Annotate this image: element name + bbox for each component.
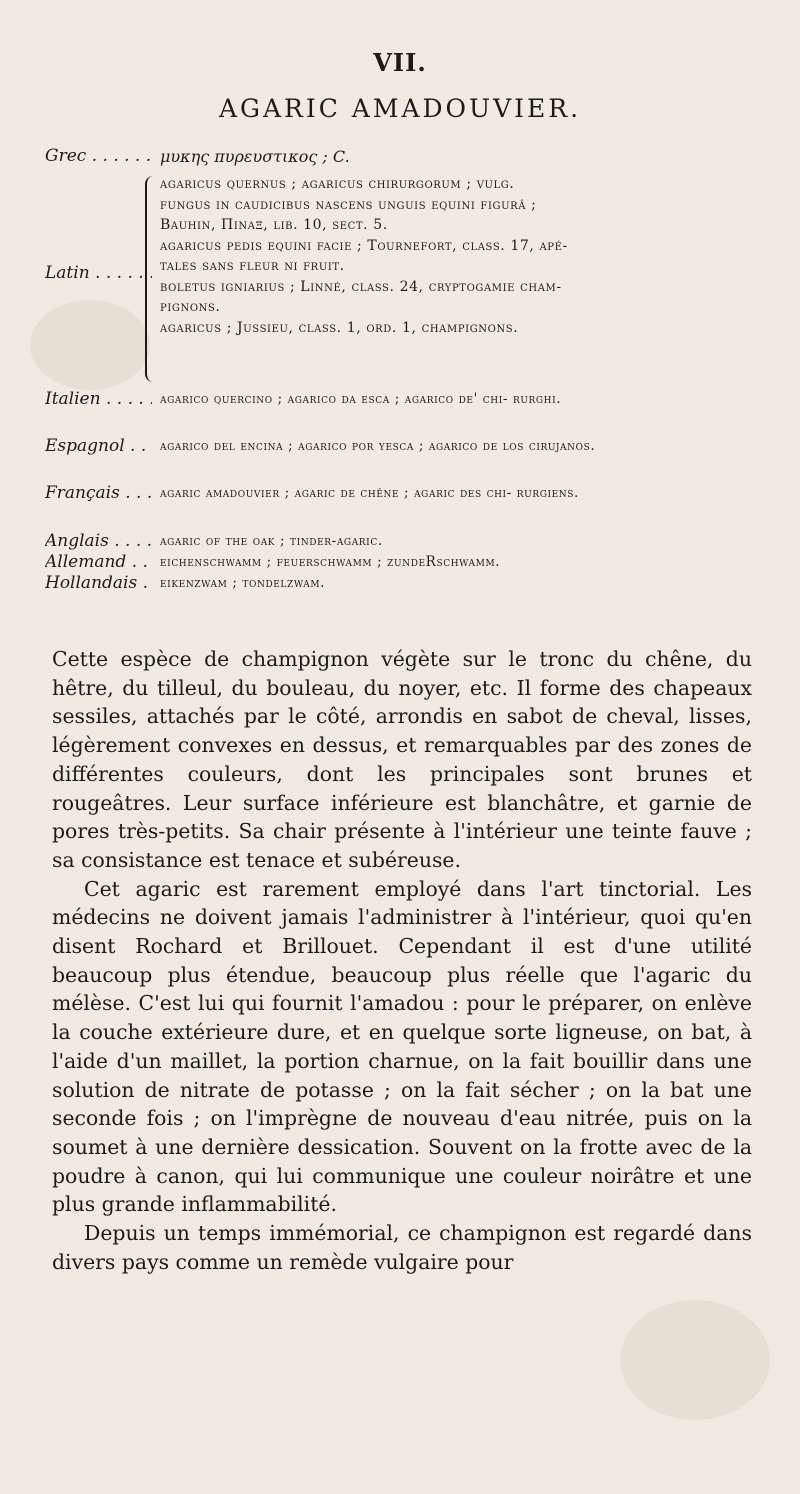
latin-line: tales sans fleur ni fruit. bbox=[160, 258, 345, 274]
latin-line: agaricus pedis equini facie ; Tournefort, class. 17, apé- bbox=[160, 237, 568, 254]
page-number: VII. bbox=[373, 48, 427, 77]
latin-line: Bauhin, Πιναξ, lib. 10, sect. 5. bbox=[160, 217, 388, 233]
synonym-italien: agarico quercino ; agarico da esca ; agarico de' chi- rurghi. bbox=[160, 391, 562, 407]
synonym-espagnol: agarico del encina ; agarico por yesca ; agarico de los cirujanos. bbox=[160, 438, 596, 454]
lang-label-espagnol: Espagnol . . . bbox=[45, 436, 152, 456]
synonym-grec: μυκης πυρευστικος ; C. bbox=[160, 147, 350, 166]
paper-stain bbox=[620, 1300, 770, 1420]
paragraph: Cette espèce de champignon végète sur le tronc du chêne, du hêtre, du tilleul, du bouleau, du noyer, etc. Il forme des chapeaux sessiles, attachés par le côté, arrondis en sabot de cheval, lisses, légèrement convexes en dessus, et remarquables par des zones de différentes couleurs, dont les principales sont brunes et rougeâtres. Leur surface inférieure est blanchâtre, et garnie de pores très-petits. Sa chair présente à l'intérieur une teinte fauve ; sa consistance est tenace et subéreuse. bbox=[52, 647, 752, 872]
synonym-anglais: agaric of the oak ; tinder-agaric. bbox=[160, 533, 383, 549]
body-text bbox=[52, 645, 752, 1276]
latin-line: boletus igniarius ; Linné, class. 24, cryptogamie cham- bbox=[160, 278, 562, 295]
lang-label-grec: Grec . . . bbox=[45, 146, 152, 166]
synonym-hollandais: eikenzwam ; tondelzwam. bbox=[160, 575, 326, 591]
latin-line: pignons. bbox=[160, 299, 221, 315]
paragraph: Depuis un temps immémorial, ce champignon est regardé dans divers pays comme un remède vulgaire pour bbox=[52, 1221, 752, 1274]
lang-label-francais: Français . . . bbox=[45, 483, 152, 503]
lang-label-allemand: Allemand . . . bbox=[45, 552, 152, 572]
lang-label-hollandais: Hollandais . . . bbox=[45, 573, 152, 593]
latin-line: agaricus quernus ; agaricus chirurgorum ; vulg. bbox=[160, 176, 515, 192]
synonym-francais: agaric amadouvier ; agaric de chêne ; agaric des chi- rurgiens. bbox=[160, 485, 579, 501]
latin-line: fungus in caudicibus nascens unguis equini figurâ ; bbox=[160, 196, 537, 213]
lang-label-anglais: Anglais . . . bbox=[45, 531, 152, 551]
paper-stain bbox=[30, 300, 150, 390]
brace bbox=[145, 176, 157, 382]
lang-label-latin: Latin . . . bbox=[45, 263, 152, 283]
lang-label-italien: Italien . . . bbox=[45, 389, 152, 409]
latin-line: agaricus ; Jussieu, class. 1, ord. 1, champignons. bbox=[160, 319, 519, 336]
synonym-latin bbox=[160, 174, 750, 338]
paragraph: Cet agaric est rarement employé dans l'art tinctorial. Les médecins ne doivent jamais l'administrer à l'intérieur, quoi qu'en disent Rochard et Brillouet. Cependant il est d'une utilité beaucoup plus étendue, beaucoup plus réelle que l'agaric du mélèse. C'est lui qui fournit l'amadou : pour le préparer, on enlève la couche extérieure dure, et en quelque sorte ligneuse, on bat, à l'aide d'un maillet, la portion charnue, on la fait bouillir dans une solution de nitrate de potasse ; on la fait sécher ; on la bat une seconde fois ; on l'imprègne de nouveau d'eau nitrée, puis on la soumet à une dernière dessication. Souvent on la frotte avec de la poudre à canon, qui lui communique une couleur noirâtre et une plus grande inflammabilité. bbox=[52, 876, 752, 1217]
synonym-allemand: eichenschwamm ; feuerschwamm ; zundeRschwamm. bbox=[160, 554, 501, 570]
page-title: AGARIC AMADOUVIER. bbox=[218, 94, 582, 123]
